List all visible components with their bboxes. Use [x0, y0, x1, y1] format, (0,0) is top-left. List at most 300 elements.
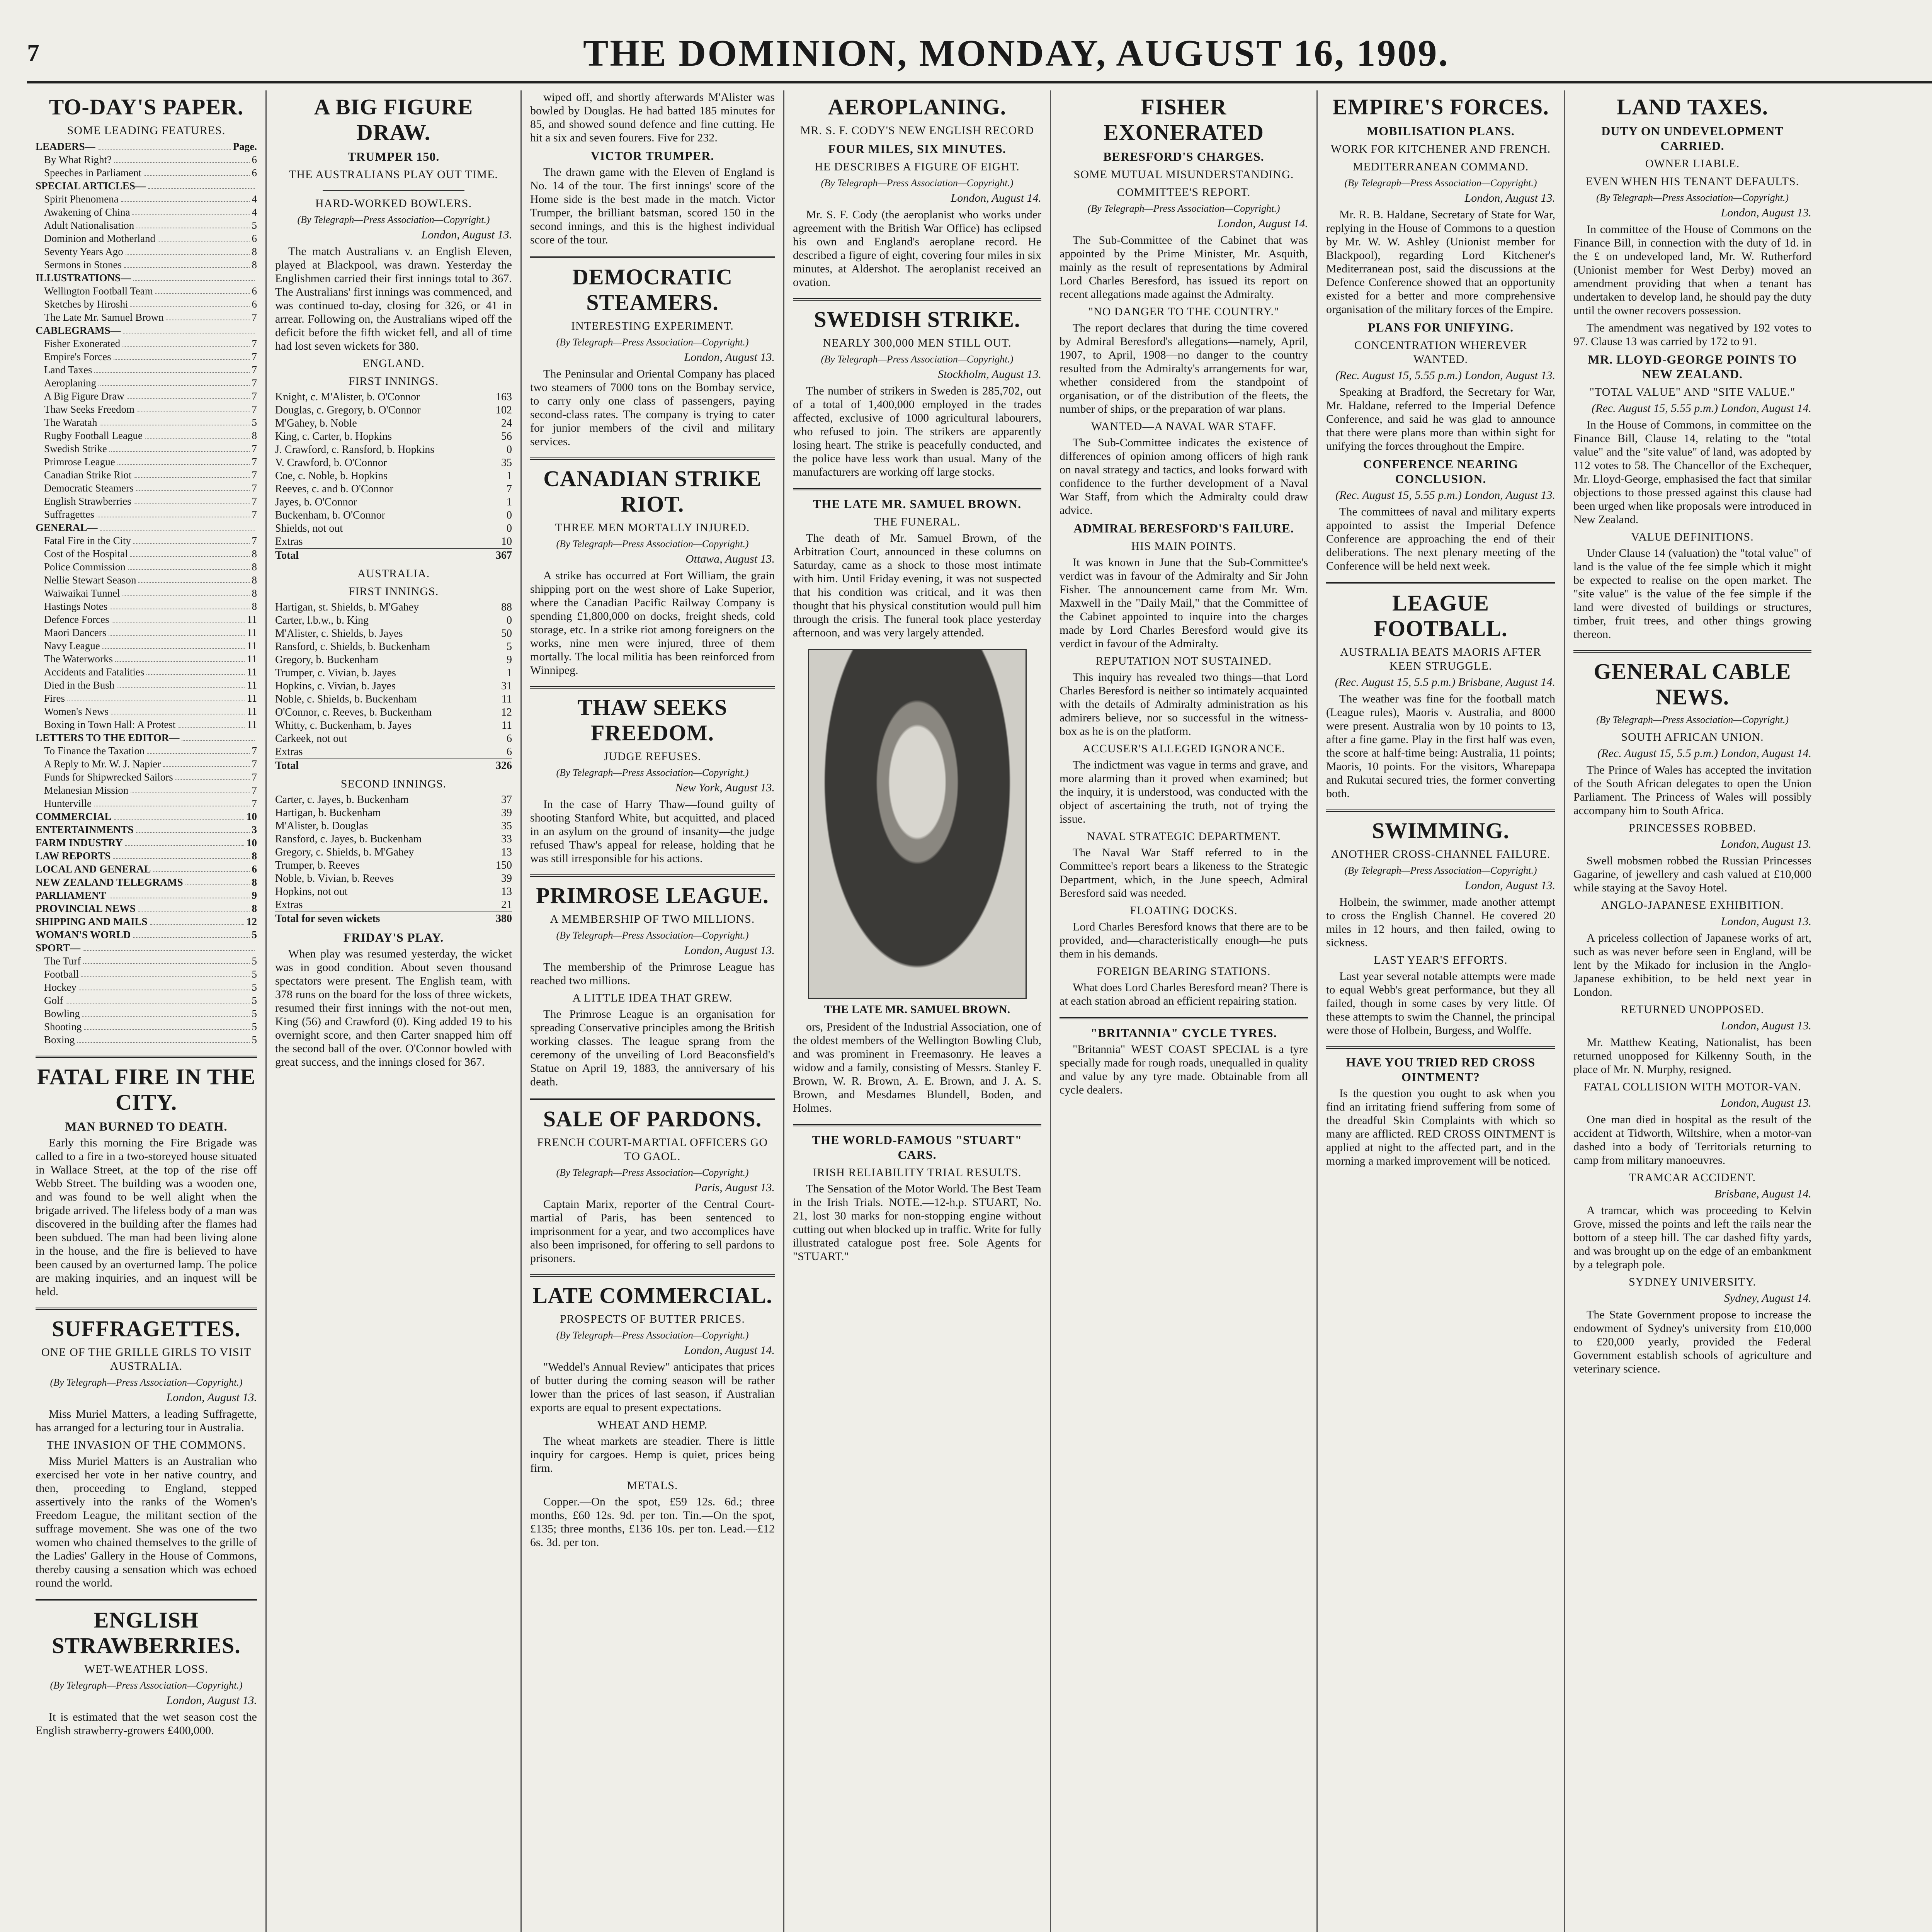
- index-entry-label: Thaw Seeks Freedom: [44, 403, 134, 415]
- index-entry-page: 10: [247, 837, 257, 849]
- runs: 11: [502, 693, 512, 705]
- dot-leader: [133, 534, 250, 544]
- index-entry-label: Accidents and Fatalities: [44, 666, 145, 678]
- batsman: Hopkins, not out: [275, 886, 348, 898]
- cable-item-dateline: London, August 13.: [1721, 1097, 1811, 1109]
- runs: 1: [507, 470, 512, 482]
- index-entry-label: Boxing in Town Hall: A Protest: [44, 719, 176, 730]
- index-entry-page: 7: [252, 745, 257, 757]
- index-entry-page: 7: [252, 758, 257, 770]
- strategic-body: The Naval War Staff referred to in the Committee's report bears a likeness to the Strategic Department, which, in the June speech, Admiral Beresford said was needed.: [1060, 846, 1308, 900]
- index-entry-page: 7: [252, 456, 257, 468]
- second-innings-scorecard: [275, 793, 512, 925]
- definitions-heading: VALUE DEFINITIONS.: [1631, 531, 1754, 543]
- docks-body: Lord Charles Beresford knows that there are to be provided, and—characteristically enough—he puts them in his demands.: [1060, 920, 1308, 960]
- index-entry: [36, 902, 257, 915]
- index-entry-page: 11: [247, 679, 257, 691]
- index-entry: [36, 994, 257, 1007]
- runs: 88: [501, 601, 512, 613]
- index-entry: [36, 679, 257, 692]
- land-subheading-3: EVEN WHEN HIS TENANT DEFAULTS.: [1585, 175, 1799, 188]
- cable-item-dateline: London, August 13.: [1721, 915, 1811, 928]
- index-entry-page: 11: [247, 614, 257, 625]
- index-entry-page: 5: [252, 929, 257, 940]
- index-entry: [36, 192, 257, 206]
- staff-body: The Sub-Committee indicates the existence of differences of opinion among officers of high rank on naval strategy and tactics, and looks forward with confidence to the further development of a Naval War Staff, from which the Admiralty could draw advice.: [1060, 436, 1308, 517]
- index-entry-label: Fires: [44, 692, 65, 704]
- league-heading: LEAGUE FOOTBALL.: [1374, 590, 1508, 641]
- index-entry-page: 9: [252, 889, 257, 901]
- score-row: [275, 680, 512, 693]
- column-4: [784, 90, 1051, 1932]
- index-entry: [36, 455, 257, 468]
- index-entry: [36, 652, 257, 665]
- index-entry: [36, 284, 257, 298]
- aero-body: Mr. S. F. Cody (the aeroplanist who works under agreement with the British War Office) has eclipsed his own and England's aeroplane record. He described a figure of eight, covering four miles in six minutes, at Aldershot. The aeroplanist received an ovation.: [793, 208, 1041, 289]
- brown-heading: THE LATE MR. SAMUEL BROWN.: [813, 497, 1022, 511]
- score-row: [275, 535, 512, 549]
- australia-heading: AUSTRALIA.: [357, 567, 430, 580]
- swimming-credit: (By Telegraph—Press Association—Copyright.): [1344, 865, 1537, 876]
- index-entry-label: The Late Mr. Samuel Brown: [44, 311, 164, 323]
- commercial-subheading: PROSPECTS OF BUTTER PRICES.: [560, 1313, 745, 1325]
- index-entry: [36, 560, 257, 573]
- runs: 12: [501, 706, 512, 718]
- portrait-photo: [808, 649, 1027, 999]
- runs: 0: [507, 509, 512, 521]
- batsman: O'Connor, c. Reeves, b. Buckenham: [275, 706, 432, 718]
- index-entry-label: Primrose League: [44, 456, 115, 468]
- index-entry-label: Spirit Phenomena: [44, 193, 119, 205]
- aero-subheading-2: FOUR MILES, SIX MINUTES.: [828, 142, 1006, 156]
- divider: [1573, 650, 1811, 653]
- batsman: Knight, c. M'Alister, b. O'Connor: [275, 391, 420, 403]
- index-entry-label: The Turf: [44, 955, 81, 967]
- runs: 10: [501, 536, 512, 548]
- divider: [793, 488, 1041, 490]
- victor-body: The drawn game with the Eleven of England is No. 14 of the tour. The first innings' score of the Home side is the best made in the match. Victor Trumper, the brilliant batsman, scored 150 in the second innings, and this is the highest individual score of the tour.: [530, 166, 775, 246]
- dot-leader: [136, 823, 250, 833]
- score-row: [275, 732, 512, 745]
- index-entry-label: Shooting: [44, 1021, 82, 1032]
- cable-item-body: One man died in hospital as the result of the accident at Tidworth, Wiltshire, when a motor-van dashed into a body of Territorials returning to camp from military manoeuvres.: [1573, 1113, 1811, 1167]
- australia-sub: FIRST INNINGS.: [348, 585, 439, 598]
- batsman: Gregory, b. Buckenham: [275, 654, 379, 666]
- runs: 380: [481, 912, 512, 925]
- portrait-caption: THE LATE MR. SAMUEL BROWN.: [824, 1003, 1010, 1016]
- metals-heading: METALS.: [627, 1479, 678, 1492]
- dot-leader: [147, 744, 249, 754]
- index-entry-label: CABLEGRAMS—: [36, 325, 121, 336]
- index-entry-page: 12: [247, 916, 257, 927]
- index-entry-page: 5: [252, 1034, 257, 1046]
- dot-leader: [115, 652, 245, 662]
- empire-dateline: London, August 13.: [1464, 192, 1555, 204]
- index-entry: [36, 179, 257, 192]
- batsman: Buckenham, b. O'Connor: [275, 509, 386, 521]
- runs: 6: [507, 733, 512, 745]
- batsman: Carter, l.b.w., b. King: [275, 614, 369, 626]
- runs: 50: [501, 628, 512, 639]
- runs: 39: [501, 872, 512, 884]
- score-row: [275, 846, 512, 859]
- cable-item-body: The Prince of Wales has accepted the invitation of the South African delegates to open the Union Parliament. The Princess of Wales will possibly accompany him to South Africa.: [1573, 764, 1811, 817]
- score-row: [275, 456, 512, 469]
- index-entry-label: Hockey: [44, 981, 77, 993]
- index-entry: [36, 140, 257, 153]
- index-entry: [36, 718, 257, 731]
- suffragettes-heading: SUFFRAGETTES.: [52, 1316, 241, 1341]
- swimming-dateline: London, August 13.: [1464, 879, 1555, 892]
- index-entry: [36, 271, 257, 284]
- score-row: [275, 391, 512, 404]
- pardons-dateline: Paris, August 13.: [694, 1181, 775, 1194]
- dot-leader: [128, 560, 250, 570]
- dot-leader: [175, 770, 250, 780]
- index-entry: [36, 363, 257, 376]
- index-entry-page: 8: [252, 587, 257, 599]
- definitions-body: Under Clause 14 (valuation) the "total value" of land is the value of the fee simple which it might be expected to realise on the open market. The "site value" is the value of the fee simple if the land were divested of buildings or structures, timber, fruit trees, and other things growing thereon.: [1573, 547, 1811, 641]
- index-entry-label: The Waterworks: [44, 653, 113, 665]
- dot-leader: [126, 245, 250, 255]
- empire-subheading: MOBILISATION PLANS.: [1367, 124, 1515, 138]
- index-entry: [36, 219, 257, 232]
- cable-item-dateline: Brisbane, August 14.: [1714, 1187, 1811, 1200]
- ignorance-body: The indictment was vague in terms and grave, and more alarming than it proved when examined; but the inquiry, it is understood, was conducted with the object of ascertaining the truth, not of trying the issue.: [1060, 759, 1308, 825]
- index-entry-label: Aeroplaning: [44, 377, 96, 389]
- index-entry: [36, 1007, 257, 1020]
- index-entry-label: SHIPPING AND MAILS: [36, 916, 148, 927]
- score-row: [275, 793, 512, 806]
- cable-item-dateline: (Rec. August 15, 5.5 p.m.) London, August 14.: [1597, 747, 1811, 760]
- index-entry-label: Maori Dancers: [44, 627, 107, 638]
- dot-leader: [121, 192, 250, 202]
- index-entry: [36, 403, 257, 416]
- dot-leader: [79, 981, 250, 990]
- cable-item-heading: TRAMCAR ACCIDENT.: [1629, 1171, 1756, 1184]
- index-entry: [36, 298, 257, 311]
- cable-item-dateline: Sydney, August 14.: [1724, 1292, 1811, 1304]
- index-entry: [36, 797, 257, 810]
- strawberries-subheading: WET-WEATHER LOSS.: [84, 1663, 208, 1675]
- divider: [530, 256, 775, 258]
- index-entry: [36, 521, 257, 534]
- index-entry-page: 8: [252, 548, 257, 560]
- league-body: The weather was fine for the football match (League rules), Maoris v. Australia, and 8000 were present. Australia won by 10 points to 13, after a fine game. Play in the first half was even, the score at half-time being: Australia, 11 points; Maoris, 10 points. For the visitors, Wharepapa and Rukutai secured tries, the former converting both.: [1326, 692, 1555, 800]
- democratic-subheading: INTERESTING EXPERIMENT.: [571, 320, 734, 332]
- ignorance-heading: ACCUSER'S ALLEGED IGNORANCE.: [1082, 742, 1285, 755]
- column-2: [267, 90, 522, 1932]
- cricket-heading: A BIG FIGURE DRAW.: [314, 94, 473, 145]
- cable-items: [1573, 730, 1811, 1376]
- cable-item-heading: RETURNED UNOPPOSED.: [1621, 1003, 1764, 1016]
- columns: [27, 90, 1932, 1932]
- index-entry-page: 11: [247, 692, 257, 704]
- index-entry-page: 4: [252, 193, 257, 205]
- index-entry-label: LOCAL AND GENERAL: [36, 863, 151, 875]
- thaw-subheading: JUDGE REFUSES.: [604, 750, 701, 763]
- index-entry: [36, 692, 257, 705]
- index-entry-label: Democratic Steamers: [44, 482, 134, 494]
- index-entry-page: 11: [247, 706, 257, 717]
- index-entry: [36, 481, 257, 495]
- index-entry-label: Boxing: [44, 1034, 75, 1046]
- runs: 1: [507, 667, 512, 679]
- score-row: [275, 859, 512, 872]
- index-entry-label: Police Commission: [44, 561, 126, 573]
- index-entry: [36, 784, 257, 797]
- strawberries-body: It is estimated that the wet season cost the English strawberry-growers £400,000.: [36, 1711, 257, 1737]
- suffragettes-subheading: ONE OF THE GRILLE GIRLS TO VISIT AUSTRALIA.: [41, 1346, 252, 1372]
- batsman: Trumper, c. Vivian, b. Jayes: [275, 667, 396, 679]
- cricket-dateline: London, August 13.: [421, 228, 512, 241]
- divider: [1326, 582, 1555, 584]
- index-entry: [36, 613, 257, 626]
- index-entry-page: 7: [252, 771, 257, 783]
- league-subheading: AUSTRALIA BEATS MAORIS AFTER KEEN STRUGGLE.: [1340, 646, 1541, 672]
- cable-item-heading: ANGLO-JAPANESE EXHIBITION.: [1601, 899, 1784, 912]
- batsman: Extras: [275, 536, 303, 548]
- score-row: [275, 667, 512, 680]
- dot-leader: [94, 797, 250, 806]
- index-entry-page: 5: [252, 1008, 257, 1019]
- fire-body: Early this morning the Fire Brigade was called to a fire in a two-storeyed house situated in Wallace Street, at the top of the rise off Webb Street. The building was a wooden one, and was found to be well alight when the brigade arrived. The lifeless body of a man was discovered in the building after the flames had been subdued. The man had been living alone in the house, and the fire is believed to have been caused by an overturned lamp. The police are making inquiries, and an inquest will be held.: [36, 1136, 257, 1298]
- index-entry: [36, 245, 257, 258]
- index-entry: [36, 587, 257, 600]
- index-entry-label: Fisher Exonerated: [44, 338, 121, 349]
- strawberries-heading: ENGLISH STRAWBERRIES.: [52, 1607, 241, 1658]
- reputation-body: This inquiry has revealed two things—that Lord Charles Beresford is neither so intimately acquainted with the details of Admiralty administration as his admirers believe, nor so successful in the witness-box as he is on the platform.: [1060, 671, 1308, 738]
- dot-leader: [178, 718, 245, 728]
- dot-leader: [150, 915, 244, 925]
- empire-subheading-3: MEDITERRANEAN COMMAND.: [1352, 160, 1529, 173]
- batsman: Hopkins, c. Vivian, b. Jayes: [275, 680, 396, 692]
- commercial-credit: (By Telegraph—Press Association—Copyright.): [556, 1330, 749, 1341]
- index-entry-page: 5: [252, 417, 257, 428]
- canadian-body: A strike has occurred at Fort William, the grain shipping port on the west shore of Lake Superior, where the Canadian Pacific Railway Company is spending £1,800,000 on docks, freight sheds, cold storage, etc. In a strike riot among foreigners on the works, nine men were injured, three of them mortally. The local militia has been reinforced from Winnipeg.: [530, 569, 775, 677]
- aero-dateline: London, August 14.: [951, 192, 1041, 204]
- cable-item-body: Mr. Matthew Keating, Nationalist, has been returned unopposed for Kilkenny South, in the place of Mr. N. Murphy, resigned.: [1573, 1036, 1811, 1076]
- index-entry-label: Hunterville: [44, 798, 92, 809]
- dot-leader: [131, 784, 249, 793]
- pardons-subheading: FRENCH COURT-MARTIAL OFFICERS GO TO GAOL.: [537, 1136, 768, 1163]
- index-entry-page: 5: [252, 1021, 257, 1032]
- score-row: [275, 759, 512, 772]
- index-entry: [36, 928, 257, 941]
- batsman: Ransford, c. Jayes, b. Buckenham: [275, 833, 422, 845]
- index-entry-page: 7: [252, 482, 257, 494]
- index-entry: [36, 1033, 257, 1046]
- index-entry-label: Seventy Years Ago: [44, 246, 123, 257]
- index-entry: [36, 153, 257, 166]
- land-credit: (By Telegraph—Press Association—Copyright.): [1596, 192, 1789, 203]
- divider: [530, 1098, 775, 1100]
- column-7: [1565, 90, 1820, 1932]
- batsman: Total: [275, 549, 481, 562]
- dot-leader: [133, 271, 255, 281]
- index-entry-label: Land Taxes: [44, 364, 92, 376]
- index-entry-page: 11: [247, 627, 257, 638]
- index-entry-page: 7: [252, 390, 257, 402]
- thaw-dateline: New York, August 13.: [675, 781, 775, 794]
- primrose-dateline: London, August 13.: [684, 944, 775, 957]
- index-entry: [36, 731, 257, 744]
- pardons-heading: SALE OF PARDONS.: [543, 1106, 762, 1131]
- score-row: [275, 706, 512, 719]
- fisher-subheading-2: SOME MUTUAL MISUNDERSTANDING.: [1073, 168, 1294, 181]
- aero-subheading: MR. S. F. CODY'S NEW ENGLISH RECORD: [800, 124, 1034, 137]
- index-entry-page: 8: [252, 259, 257, 270]
- index-entry-label: Wellington Football Team: [44, 285, 153, 297]
- lloyd-dateline: (Rec. August 15, 5.55 p.m.) London, August 14.: [1592, 402, 1811, 415]
- stuart-body: The Sensation of the Motor World. The Best Team in the Irish Trials. NOTE.—12-h.p. STUART, No. 21, lost 30 marks for non-stopping engine without cutting out when blocked up in traffic. Write for fully illustrated catalogue post free. Sole Agents for "STUART.": [793, 1182, 1041, 1263]
- cable-item-dateline: London, August 13.: [1721, 1019, 1811, 1032]
- cycle-heading: "BRITANNIA" CYCLE TYRES.: [1090, 1026, 1277, 1040]
- runs: 5: [507, 641, 512, 653]
- runs: 11: [502, 719, 512, 731]
- index-entry: [36, 337, 257, 350]
- index-entry-label: WOMAN'S WORLD: [36, 929, 131, 940]
- score-row: [275, 614, 512, 627]
- index-entry: [36, 810, 257, 823]
- dot-leader: [83, 941, 255, 951]
- dot-leader: [134, 468, 249, 478]
- land-body-2: The amendment was negatived by 192 votes to 97. Clause 13 was carried by 172 to 91.: [1573, 321, 1811, 348]
- dot-leader: [112, 613, 245, 622]
- index-entry-page: 8: [252, 600, 257, 612]
- index-entry: [36, 705, 257, 718]
- index-entry-label: PROVINCIAL NEWS: [36, 903, 136, 914]
- divider: [793, 298, 1041, 301]
- pardons-credit: (By Telegraph—Press Association—Copyright.): [556, 1167, 749, 1178]
- divider: [530, 1274, 775, 1277]
- index-entry: [36, 757, 257, 770]
- index-entry-label: Golf: [44, 995, 63, 1006]
- land-subheading-2: OWNER LIABLE.: [1645, 157, 1740, 170]
- primrose-subheading: A MEMBERSHIP OF TWO MILLIONS.: [550, 913, 755, 925]
- batsman: Noble, c. Shields, b. Buckenham: [275, 693, 417, 705]
- cable-item-heading: FATAL COLLISION WITH MOTOR-VAN.: [1583, 1080, 1801, 1093]
- index-entry: [36, 626, 257, 639]
- score-row: [275, 745, 512, 759]
- index-entry: [36, 429, 257, 442]
- index-entry-label: SPORT—: [36, 942, 81, 954]
- index-entry: [36, 508, 257, 521]
- index-entry-label: NEW ZEALAND TELEGRAMS: [36, 876, 183, 888]
- canadian-credit: (By Telegraph—Press Association—Copyright.): [556, 538, 749, 549]
- plans-body: Speaking at Bradford, the Secretary for War, Mr. Haldane, referred to the Imperial Defence Conference, and said he was glad to announce that there were plans more than within sight for unifying the forces throughout the Empire.: [1326, 386, 1555, 452]
- index-entry-page: 6: [252, 285, 257, 297]
- index-entry: [36, 389, 257, 403]
- index-entry-label: Nellie Stewart Season: [44, 574, 136, 586]
- index-entry: [36, 232, 257, 245]
- index-entry-label: Hastings Notes: [44, 600, 108, 612]
- conference-dateline: (Rec. August 15, 5.55 p.m.) London, August 13.: [1335, 489, 1555, 502]
- score-row: [275, 522, 512, 535]
- lloyd-heading: MR. LLOYD-GEORGE POINTS TO NEW ZEALAND.: [1588, 352, 1797, 381]
- metals-body: Copper.—On the spot, £59 12s. 6d.; three months, £60 12s. 9d. per ton. Tin.—On the spot, £135; three months, £136 10s. per ton. Lead.—£12 6s. 3d. per ton.: [530, 1495, 775, 1549]
- failure-subheading: HIS MAIN POINTS.: [1131, 540, 1236, 553]
- score-row: [275, 806, 512, 820]
- index-entry-page: 5: [252, 995, 257, 1006]
- empire-body: Mr. R. B. Haldane, Secretary of State for War, replying in the House of Commons to a question by Mr. W. W. Ashley (Unionist member for Blackpool), regarding Lord Kitchener's Mediterranean post, said the discussions at the Defence Conference showed that an opportunity existed for a better and more comprehensive organisation of the military forces of the Empire.: [1326, 208, 1555, 316]
- index-entry-label: Waiwaikai Tunnel: [44, 587, 120, 599]
- index-entry-page: 7: [252, 351, 257, 362]
- pardons-body: Captain Marix, reporter of the Central Court-martial of Paris, has been sentenced to imprisonment for a year, and two accomplices have also been imprisoned, for offering to sell pardons to prisoners.: [530, 1198, 775, 1265]
- strategic-heading: NAVAL STRATEGIC DEPARTMENT.: [1087, 830, 1281, 843]
- failure-heading: ADMIRAL BERESFORD'S FAILURE.: [1073, 521, 1294, 535]
- fisher-heading: FISHER EXONERATED: [1104, 94, 1264, 145]
- brown-body-2: ors, President of the Industrial Association, one of the oldest members of the Wellington Bowling Club, and was prominent in Freemasonry. He leaves a widow and a family, consisting of Messrs. Stanley F. Brown, W. R. Brown, A. E. Brown, and J. A. S. Brown, and Mesdames Blundell, Boden, and Holmes.: [793, 1020, 1041, 1114]
- index-entry: [36, 823, 257, 836]
- batsman: Jayes, b. O'Connor: [275, 496, 357, 508]
- dot-leader: [117, 455, 250, 465]
- index-entry-page: 7: [252, 338, 257, 349]
- dot-leader: [127, 389, 250, 399]
- runs: 367: [481, 549, 512, 562]
- dot-leader: [155, 284, 250, 294]
- runs: 24: [501, 417, 512, 429]
- thaw-body: In the case of Harry Thaw—found guilty of shooting Stanford White, but acquitted, and placed in an asylum on the ground of insanity—the judge refused Thaw's appeal for release, holding that he was still irresponsible for his actions.: [530, 798, 775, 865]
- index-entry-page: 8: [252, 850, 257, 862]
- index-entry-label: Dominion and Motherland: [44, 233, 155, 244]
- score-row: [275, 912, 512, 925]
- index-entry: [36, 639, 257, 652]
- index-entry-page: 7: [252, 377, 257, 389]
- fisher-body: The Sub-Committee of the Cabinet that was appointed by the Prime Minister, Mr. Asquith, mainly as the result of representations by Admiral Lord Charles Beresford, has issued its report on recent allegations made against the Admiralty.: [1060, 234, 1308, 301]
- index-entry: [36, 376, 257, 389]
- swimming-body: Holbein, the swimmer, made another attempt to cross the English Channel. He covered 20 miles in 12 hours, and then failed, owing to sickness.: [1326, 896, 1555, 949]
- batsman: M'Alister, c. Shields, b. Jayes: [275, 628, 403, 639]
- index-entry-label: GENERAL—: [36, 522, 98, 533]
- dot-leader: [98, 140, 231, 150]
- dot-leader: [67, 692, 245, 701]
- dot-leader: [125, 836, 244, 846]
- index-entry-label: Empire's Forces: [44, 351, 111, 362]
- score-row: [275, 640, 512, 653]
- dot-leader: [97, 508, 250, 517]
- reputation-heading: REPUTATION NOT SUSTAINED.: [1095, 655, 1272, 667]
- dot-leader: [99, 376, 250, 386]
- index-entry-page: 11: [247, 653, 257, 665]
- index-entry-page: 7: [252, 311, 257, 323]
- divider: [36, 1599, 257, 1601]
- dot-leader: [133, 928, 249, 938]
- batsman: Gregory, c. Shields, b. M'Gahey: [275, 846, 414, 858]
- batsman: King, c. Carter, b. Hopkins: [275, 430, 392, 442]
- fisher-dateline: London, August 14.: [1217, 217, 1308, 230]
- index-entry-label: A Reply to Mr. W. J. Napier: [44, 758, 161, 770]
- divider: [36, 1056, 257, 1058]
- index-entry-page: 8: [252, 430, 257, 441]
- score-row: [275, 549, 512, 562]
- batsman: J. Crawford, c. Ransford, b. Hopkins: [275, 444, 435, 456]
- stuart-subheading: IRISH RELIABILITY TRIAL RESULTS.: [813, 1166, 1022, 1179]
- dot-leader: [114, 153, 250, 163]
- score-row: [275, 469, 512, 483]
- democratic-heading: DEMOCRATIC STEAMERS.: [572, 264, 733, 315]
- fire-subheading: MAN BURNED TO DEATH.: [65, 1119, 228, 1133]
- primrose-subhead: A LITTLE IDEA THAT GREW.: [572, 992, 733, 1004]
- dot-leader: [138, 573, 249, 583]
- fisher-subheading: BERESFORD'S CHARGES.: [1103, 150, 1264, 163]
- dot-leader: [166, 311, 250, 320]
- index-entry-page: 7: [252, 509, 257, 520]
- index-entry-page: 8: [252, 561, 257, 573]
- column-5: [1051, 90, 1318, 1932]
- index-entry-label: Football: [44, 968, 79, 980]
- land-dateline: London, August 13.: [1721, 206, 1811, 219]
